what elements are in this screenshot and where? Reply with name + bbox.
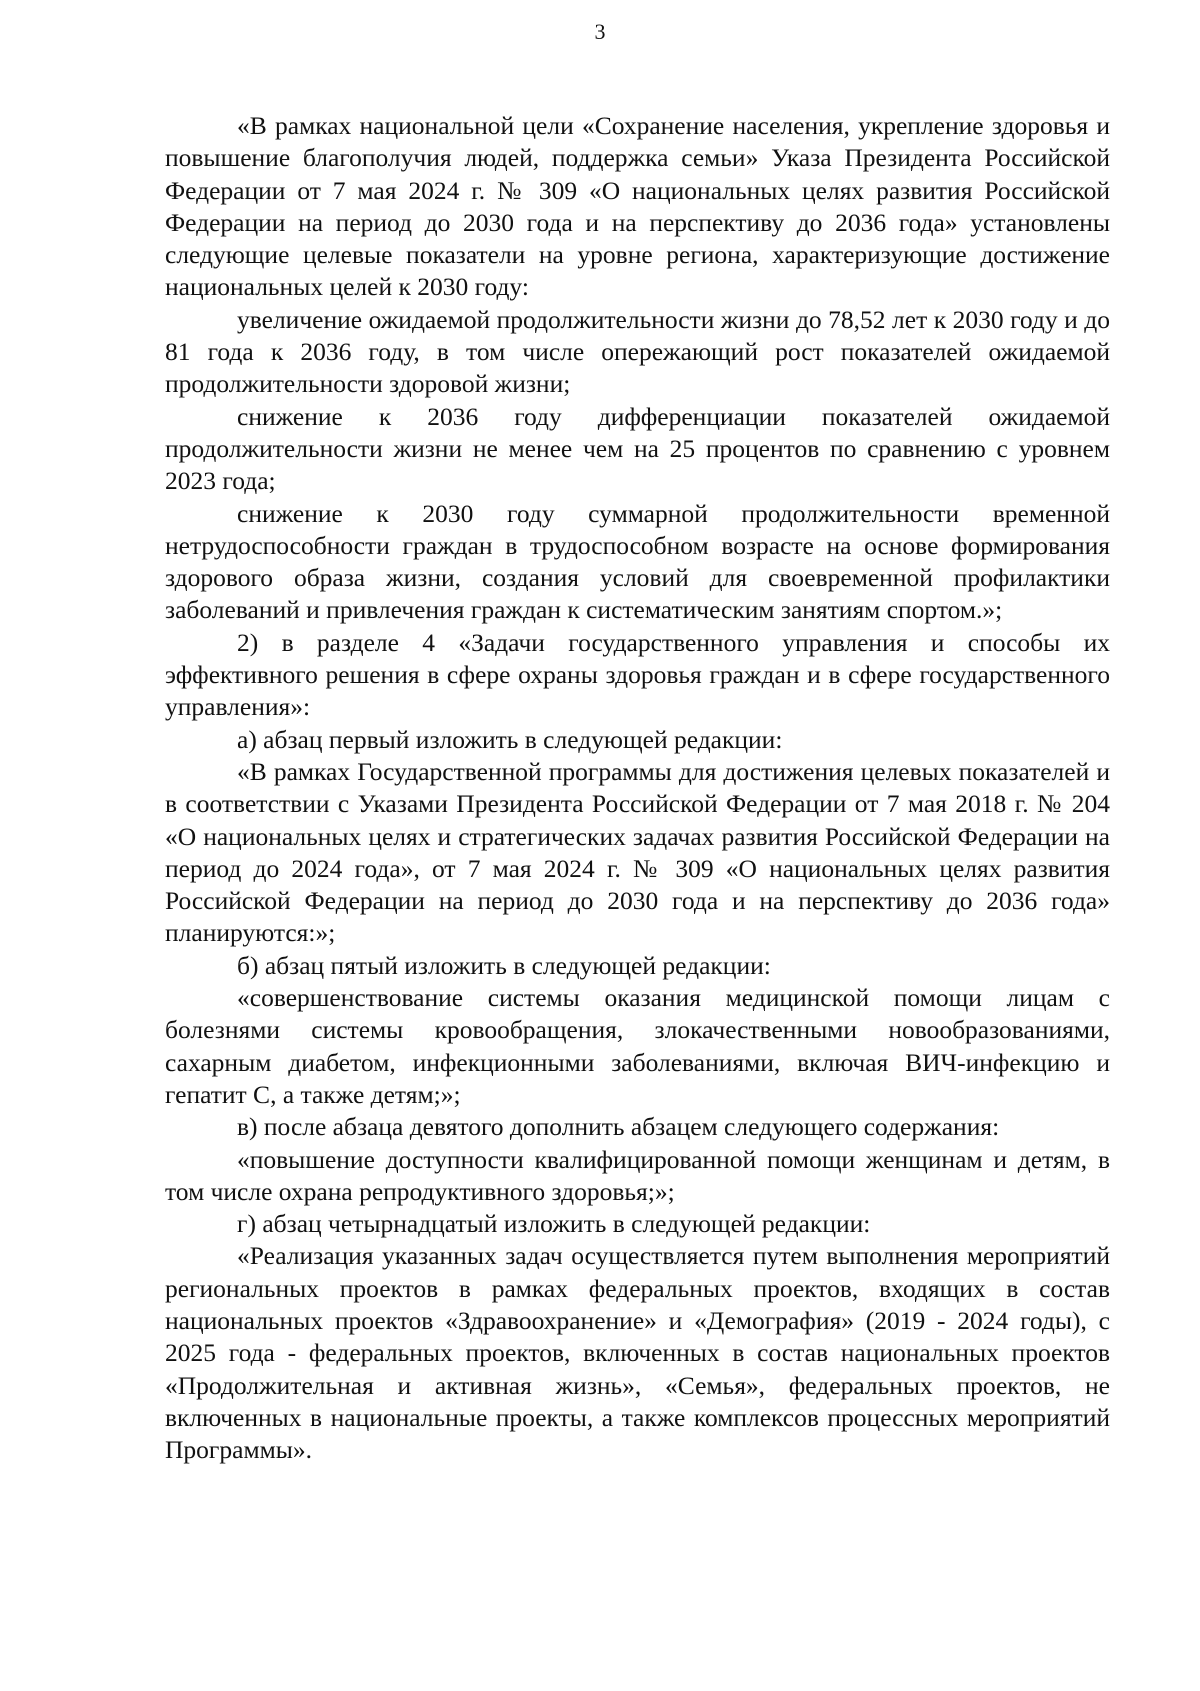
paragraph-section-4: 2) в разделе 4 «Задачи государственного управления и способы их эффективного решения в сфере охраны здоровья граждан и в сфере государственного управления»: [165,627,1110,722]
paragraph-disability-reduction: снижение к 2030 году суммарной продолжительности временной нетрудоспособности граждан в трудоспособном возрасте на основе формирования здорового образа жизни, создания условий для своевременной профилактики заболеваний и привлечения граждан к систематическим занятиям спортом.»; [165,498,1110,625]
paragraph-item-g: г) абзац четырнадцатый изложить в следующей редакции: [237,1209,871,1239]
paragraph-national-goal-intro: «В рамках национальной цели «Сохранение населения, укрепление здоровья и повышение благополучия людей, поддержка семьи» Указа Президента Российской Федерации от 7 мая 2024 г. № 309 «О национальных целях развития Российской Федерации на период до 2030 года и на перспективу до 2036 года» установлены следующие целевые показатели на уровне региона, характеризующие достижение национальных целей к 2030 году: [165,111,1110,302]
page-number: 3 [594,19,606,44]
document-body [165,110,1110,1466]
paragraph-projects-implementation: «Реализация указанных задач осуществляется путем выполнения мероприятий региональных проектов в рамках федеральных проектов, входящих в состав национальных проектов «Здравоохранение» и «Демография» (2019 - 2024 годы), с 2025 года - федеральных проектов, включенных в состав национальных проектов «Продолжительная и активная жизнь», «Семья», федеральных проектов, не включенных в национальные проекты, а также комплексов процессных мероприятий Программы». [165,1241,1110,1465]
paragraph-state-program: «В рамках Государственной программы для достижения целевых показателей и в соответствии с Указами Президента Российской Федерации от 7 мая 2018 г. № 204 «О национальных целях и стратегических задачах развития Российской Федерации на период до 2024 года», от 7 мая 2024 г. № 309 «О национальных целях развития Российской Федерации на период до 2030 года и на перспективу до 2036 года» планируются:»; [165,756,1110,948]
paragraph-item-b: б) абзац пятый изложить в следующей редакции: [237,950,771,980]
paragraph-medical-care-improvement: «совершенствование системы оказания медицинской помощи лицам с болезнями системы кровообращения, злокачественными новообразованиями, сахарным диабетом, инфекционными заболеваниями, включая ВИЧ-инфекцию и гепатит С, а также детям;»; [165,983,1110,1109]
paragraph-item-a: а) абзац первый изложить в следующей редакции: [237,724,783,754]
paragraph-item-v: в) после абзаца девятого дополнить абзацем следующего содержания: [237,1112,1000,1142]
paragraph-qualified-care-access: «повышение доступности квалифицированной помощи женщинам и детям, в том числе охрана репродуктивного здоровья;»; [165,1144,1110,1206]
paragraph-differentiation-reduction: снижение к 2036 году дифференциации показателей ожидаемой продолжительности жизни не менее чем на 25 процентов по сравнению с уровнем 2023 года; [165,401,1110,496]
paragraph-life-expectancy: увеличение ожидаемой продолжительности жизни до 78,52 лет к 2030 году и до 81 года к 2036 году, в том числе опережающий рост показателей ожидаемой продолжительности здоровой жизни; [165,304,1110,399]
